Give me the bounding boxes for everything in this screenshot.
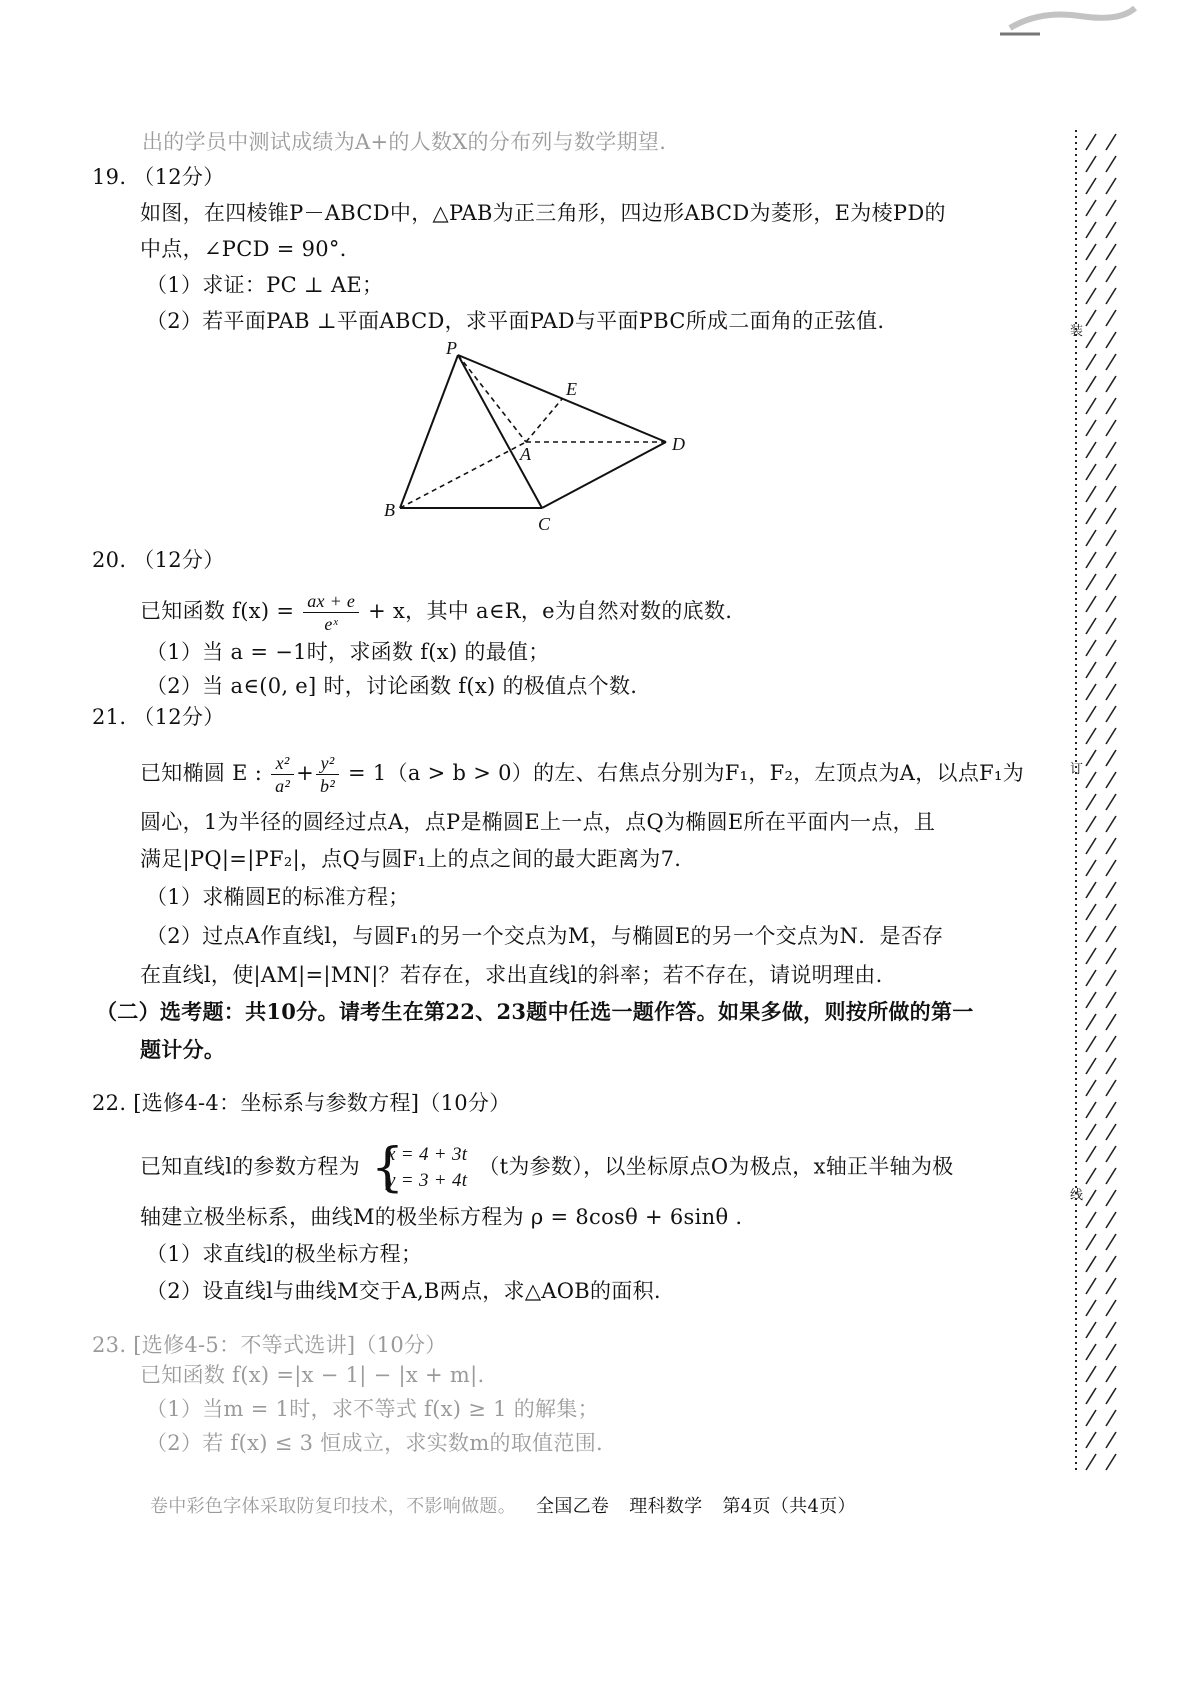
hatch-mark (1086, 794, 1096, 810)
hatch-mark (1086, 398, 1096, 414)
hatch-mark (1106, 1146, 1116, 1162)
q22-stem-line1 (140, 1138, 954, 1198)
q21-frac2-denominator: b² (320, 776, 336, 796)
label-P: P (446, 338, 457, 358)
hatch-mark (1086, 1058, 1096, 1074)
left-brace-icon: { (371, 1138, 405, 1198)
hatch-mark (1106, 1102, 1116, 1118)
q20-fraction (303, 590, 359, 635)
q21-stem-line2: 圆心，1为半径的圆经过点A，点P是椭圆E上一点，点Q为椭圆E所在平面内一点，且 (140, 810, 936, 834)
q20-part1: （1）当 a = −1时，求函数 f(x) 的最值； (146, 640, 550, 664)
hatch-mark (1086, 310, 1096, 326)
hatch-mark (1086, 376, 1096, 392)
hatch-mark (1106, 684, 1116, 700)
hatch-mark (1106, 1036, 1116, 1052)
q19-stem-line2: 中点，∠PCD = 90°． (140, 237, 361, 261)
hatch-mark (1086, 200, 1096, 216)
hatch-mark (1086, 1124, 1096, 1140)
q19-stem-line1: 如图，在四棱锥P－ABCD中，△PAB为正三角形，四边形ABCD为菱形，E为棱PD的 (140, 201, 946, 225)
hatch-mark (1086, 134, 1096, 150)
hatch-mark (1106, 1080, 1116, 1096)
q21-frac2-numerator: y² (316, 752, 339, 775)
q21-frac1-numerator: x² (271, 752, 294, 775)
hatch-mark (1106, 1234, 1116, 1250)
hatch-mark (1086, 750, 1096, 766)
hatch-mark (1106, 200, 1116, 216)
previous-question-tail: 出的学员中测试成绩为A+的人数X的分布列与数学期望. (142, 130, 667, 154)
hatch-mark (1086, 530, 1096, 546)
q22-eq-y: y = 3 + 4t (387, 1170, 468, 1191)
q21-header: 21. （12分） (92, 705, 225, 729)
hatch-mark (1106, 860, 1116, 876)
hatch-mark (1086, 1080, 1096, 1096)
hatch-mark (1086, 574, 1096, 590)
hatch-mark (1106, 442, 1116, 458)
q20-stem-post: + x，其中 a∈R，e为自然对数的底数. (368, 599, 733, 623)
hatch-mark (1106, 662, 1116, 678)
hatch-mark (1106, 354, 1116, 370)
hatch-mark (1106, 1454, 1116, 1470)
page-footer (150, 1493, 856, 1521)
q22-header: 22. [选修4-4：坐标系与参数方程]（10分） (92, 1091, 511, 1115)
margin-label-zhuang: 装 (1070, 324, 1084, 339)
hatch-mark (1086, 1168, 1096, 1184)
hatch-mark (1086, 992, 1096, 1008)
hatch-mark (1106, 1366, 1116, 1382)
hatch-mark (1086, 420, 1096, 436)
hatch-mark (1106, 948, 1116, 964)
margin-label-ding: 订 (1070, 762, 1084, 777)
hatch-mark (1086, 1366, 1096, 1382)
hatch-mark (1106, 552, 1116, 568)
edge-CD (542, 442, 666, 508)
hatch-mark (1106, 1300, 1116, 1316)
hatch-mark (1106, 156, 1116, 172)
hatch-mark (1086, 1300, 1096, 1316)
q21-fraction-y (316, 752, 339, 797)
q19-header: 19. （12分） (92, 165, 225, 189)
q22-stem-line2: 轴建立极坐标系，曲线M的极坐标方程为 ρ = 8cosθ + 6sinθ . (140, 1205, 743, 1229)
hatch-mark (1106, 772, 1116, 788)
hatch-mark (1106, 1322, 1116, 1338)
hatch-mark (1086, 244, 1096, 260)
hatch-mark (1086, 222, 1096, 238)
hatch-mark (1086, 1322, 1096, 1338)
hatch-mark (1086, 1344, 1096, 1360)
hatch-mark (1106, 1410, 1116, 1426)
hatch-mark (1086, 1410, 1096, 1426)
hatch-mark (1086, 442, 1096, 458)
hatch-mark (1086, 1212, 1096, 1228)
hatch-mark (1106, 134, 1116, 150)
hatch-mark (1086, 1256, 1096, 1272)
hatch-mark (1086, 288, 1096, 304)
footer-notice: 卷中彩色字体采取防复印技术，不影响做题。 (150, 1496, 516, 1517)
hatch-mark (1086, 662, 1096, 678)
hatch-mark (1106, 838, 1116, 854)
hatch-mark (1106, 992, 1116, 1008)
q20-frac-numerator: ax + e (303, 590, 359, 613)
q22-part2: （2）设直线l与曲线M交于A,B两点，求△AOB的面积. (146, 1279, 661, 1303)
footer-page-number: 第4页（共4页） (722, 1496, 856, 1517)
hatch-mark (1106, 794, 1116, 810)
hatch-mark (1086, 156, 1096, 172)
hatch-mark (1106, 486, 1116, 502)
hatch-mark (1106, 574, 1116, 590)
hatch-mark (1086, 552, 1096, 568)
q20-part2: （2）当 a∈(0, e] 时，讨论函数 f(x) 的极值点个数. (146, 674, 638, 698)
hatch-mark (1106, 926, 1116, 942)
hatch-mark (1086, 728, 1096, 744)
hatch-mark (1106, 464, 1116, 480)
hatch-mark (1106, 398, 1116, 414)
hatch-mark (1106, 1344, 1116, 1360)
footer-exam: 全国乙卷 (536, 1496, 610, 1517)
hatch-mark (1086, 640, 1096, 656)
q22-part1: （1）求直线l的极坐标方程； (146, 1242, 423, 1266)
hatch-mark (1106, 618, 1116, 634)
hatch-mark (1106, 530, 1116, 546)
footer-subject: 理科数学 (629, 1496, 703, 1517)
q21-stem-line1: 已知椭圆 E : $\frac{\text{x²}}{\text{a²}}$ + $\frac{\text{y²}}{\text{b²}}$ = 1（a > b > 0）的左、右焦点分别为F₁，F₂，左顶点为A，以点F₁为 (140, 753, 1025, 796)
hatch-mark (1106, 332, 1116, 348)
hatch-mark (1086, 596, 1096, 612)
margin-label-xian: 线 (1070, 1188, 1084, 1203)
hatch-mark (1086, 882, 1096, 898)
hatch-mark (1106, 1432, 1116, 1448)
hatch-mark (1086, 1014, 1096, 1030)
hatch-mark (1086, 1388, 1096, 1404)
hatch-mark (1106, 750, 1116, 766)
q23-part2: （2）若 f(x) ≤ 3 恒成立，求实数m的取值范围. (146, 1431, 604, 1455)
hatch-mark (1086, 684, 1096, 700)
hatch-mark (1086, 1102, 1096, 1118)
hatch-mark (1086, 926, 1096, 942)
hatch-mark (1086, 772, 1096, 788)
hatch-mark (1106, 508, 1116, 524)
q21-part1: （1）求椭圆E的标准方程； (146, 885, 410, 909)
hatch-mark (1086, 332, 1096, 348)
hatch-mark (1086, 904, 1096, 920)
edge-BA (400, 442, 526, 508)
hatch-mark (1086, 1146, 1096, 1162)
hatch-mark (1106, 882, 1116, 898)
hatch-mark (1106, 420, 1116, 436)
edge-PD (458, 355, 666, 442)
hatch-mark (1086, 266, 1096, 282)
hatch-mark (1106, 178, 1116, 194)
hatch-mark (1106, 1388, 1116, 1404)
pyramid-dashed-edges (400, 355, 666, 508)
hatch-mark (1106, 1124, 1116, 1140)
hatch-mark (1086, 618, 1096, 634)
hatch-mark (1106, 970, 1116, 986)
label-E: E (566, 379, 577, 399)
q21-fraction-x (271, 752, 294, 797)
q19-part1: （1）求证：PC ⊥ AE； (146, 273, 384, 297)
pyramid-solid-edges (400, 355, 666, 508)
hatch-mark (1086, 816, 1096, 832)
hatch-mark (1086, 948, 1096, 964)
hatch-mark (1106, 640, 1116, 656)
q20-stem (140, 590, 732, 635)
hatch-mark (1086, 1190, 1096, 1206)
q21-part2-line1: （2）过点A作直线l，与圆F₁的另一个交点为M，与椭圆E的另一个交点为N．是否存 (146, 924, 944, 948)
section2-instruction-line2: 题计分。 (140, 1037, 226, 1062)
hatch-mark (1106, 244, 1116, 260)
hatch-mark (1106, 266, 1116, 282)
q20-frac-denominator: eˣ (324, 614, 339, 634)
pyramid-figure (384, 338, 710, 540)
hatch-mark (1086, 706, 1096, 722)
hatch-mark (1106, 1014, 1116, 1030)
hatch-mark (1106, 816, 1116, 832)
q23-header: 23. [选修4-5：不等式选讲]（10分） (92, 1333, 447, 1357)
hatch-mark (1086, 838, 1096, 854)
hatch-mark (1106, 288, 1116, 304)
q19-part2: （2）若平面PAB ⊥平面ABCD，求平面PAD与平面PBC所成二面角的正弦值. (146, 309, 885, 333)
hatch-mark (1106, 1278, 1116, 1294)
hatch-mark (1106, 1168, 1116, 1184)
label-D: D (672, 434, 685, 454)
edge-PC (458, 355, 542, 508)
label-B: B (384, 500, 395, 520)
segment-AE (526, 399, 562, 442)
hatch-mark (1086, 1454, 1096, 1470)
q20-stem-pre: 已知函数 f(x) = (140, 599, 295, 623)
hatch-mark (1086, 1234, 1096, 1250)
q21-stem-post: = 1（a > b > 0）的左、右焦点分别为F₁，F₂，左顶点为A，以点F₁为 (348, 761, 1025, 785)
section2-instruction-line1: （二）选考题：共10分。请考生在第22、23题中任选一题作答。如果多做，则按所做的第一 (96, 999, 974, 1024)
q21-stem-pre: 已知椭圆 E : (140, 761, 263, 785)
label-C: C (538, 514, 551, 534)
q21-stem-line3: 满足|PQ|=|PF₂|，点Q与圆F₁上的点之间的最大距离为7. (140, 847, 682, 871)
q23-part1: （1）当m = 1时，求不等式 f(x) ≥ 1 的解集； (146, 1397, 599, 1421)
hatch-mark (1106, 728, 1116, 744)
hatch-mark (1086, 464, 1096, 480)
hatch-mark (1086, 354, 1096, 370)
hatch-mark (1086, 508, 1096, 524)
q20-header: 20. （12分） (92, 548, 225, 572)
hatch-mark (1086, 1432, 1096, 1448)
hatch-mark (1106, 1212, 1116, 1228)
scan-smudge (1000, 0, 1140, 40)
label-A: A (520, 444, 531, 464)
edge-PB (400, 355, 458, 508)
hatch-mark (1086, 1278, 1096, 1294)
hatch-mark (1106, 596, 1116, 612)
hatch-mark (1086, 1036, 1096, 1052)
hatch-mark (1086, 970, 1096, 986)
q21-part2-line2: 在直线l，使|AM|=|MN|？若存在，求出直线l的斜率；若不存在，请说明理由. (140, 963, 883, 987)
hatch-mark (1106, 376, 1116, 392)
q23-stem: 已知函数 f(x) =|x − 1| − |x + m|. (140, 1363, 485, 1387)
q22-stem-pre: 已知直线l的参数方程为 (140, 1154, 361, 1179)
edge-PA (458, 355, 526, 442)
hatch-mark (1086, 486, 1096, 502)
hatch-mark (1086, 860, 1096, 876)
hatch-mark (1106, 222, 1116, 238)
q22-stem-post: （t为参数），以坐标原点O为极点，x轴正半轴为极 (478, 1154, 954, 1179)
hatch-mark (1106, 1190, 1116, 1206)
hatch-mark (1106, 1058, 1116, 1074)
hatch-mark (1106, 904, 1116, 920)
q22-parametric-system (371, 1138, 468, 1198)
q22-eq-x: x = 4 + 3t (387, 1144, 468, 1165)
q21-frac1-denominator: a² (275, 776, 291, 796)
hatch-mark (1106, 310, 1116, 326)
hatch-mark (1106, 1256, 1116, 1272)
hatch-mark (1086, 178, 1096, 194)
hatch-mark (1106, 706, 1116, 722)
